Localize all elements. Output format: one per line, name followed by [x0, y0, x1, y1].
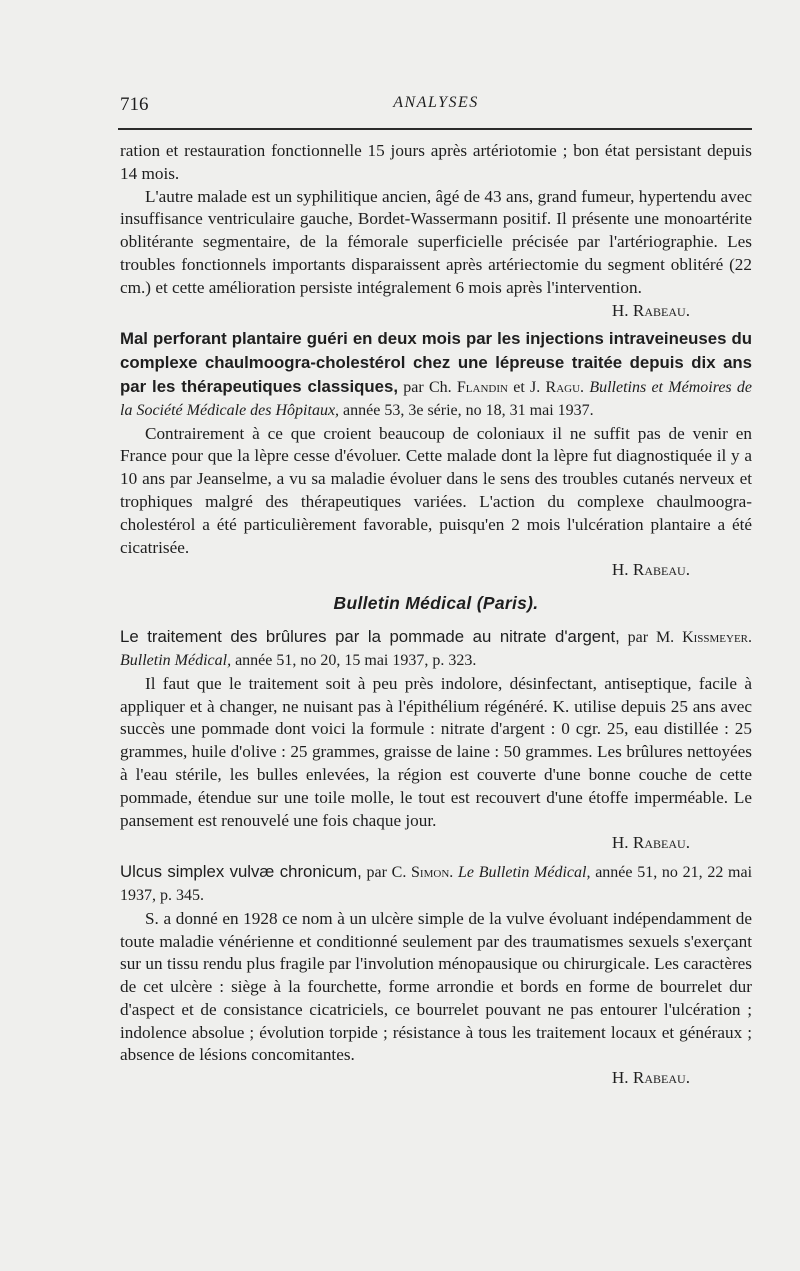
- article-heading: [120, 328, 752, 422]
- article-heading: [120, 861, 752, 908]
- page-number: 716: [120, 94, 149, 115]
- journal-name: Bulletins et Mémoires de la Société Médicale des Hôpitaux,: [120, 378, 753, 419]
- article-by: par Ch.: [403, 378, 457, 396]
- section-title: Bulletin Médical (Paris).: [333, 593, 539, 614]
- signature: H. Rabeau.: [611, 833, 690, 853]
- paragraph: [120, 423, 752, 583]
- article-title: Mal perforant plantaire guéri en deux mois par les injections intraveineuses du complexe chaulmoogra-cholestérol chez une lépreuse traitée depuis dix ans par les thérapeutiques classiques,: [120, 329, 752, 396]
- paragraph: [120, 673, 752, 855]
- article-sep: .: [748, 629, 753, 647]
- article-reference: année 53, 3e série, no 18, 31 mai 1937.: [339, 401, 594, 419]
- signature: H. Rabeau.: [611, 560, 690, 580]
- article-title: Le traitement des brûlures par la pommade au nitrate d'argent,: [120, 627, 620, 647]
- paragraph-text: Il faut que le traitement soit à peu près indolore, désinfectant, antiseptique, facile à appliquer et à changer, ne nuisant pas à l'épithélium régénéré. K. utilise depuis 25 ans avec succès une pommade dont voici la formule : nitrate d'argent : 0 cgr. 25, eau distillée : 25 grammes, huile d'olive : 25 grammes, graisse de laine : 50 grammes. Les brûlures nettoyées à l'eau stérile, les bulles enlevées, la région est couverte d'une bonne couche de cette pommade, étendue sur une toile molle, le tout est recouvert d'une étoffe imperméable. Le pansement est renouvelé une fois chaque jour.: [120, 673, 752, 830]
- article-author: Simon: [411, 864, 450, 882]
- article-title: Ulcus simplex vulvæ chronicum,: [120, 862, 362, 882]
- paragraph-text: L'autre malade est un syphilitique ancien, âgé de 43 ans, grand fumeur, hypertendu avec insuffisance ventriculaire gauche, Bordet-Wassermann positif. Il présente une monoartérite oblitérante segmentaire, de la fémorale superficielle précisée par l'artériographie. Les troubles fonctionnels importants disparaissent après artériectomie du segment oblitéré (22 cm.) et cette amélioration persiste intégralement 6 mois après l'intervention.: [120, 186, 752, 297]
- header-rule: [118, 128, 752, 130]
- paragraph: [120, 186, 752, 323]
- article-author: Ragu: [545, 378, 581, 396]
- running-title: ANALYSES: [393, 94, 479, 111]
- paragraph-continuation: ration et restauration fonctionnelle 15 jours après artériotomie ; bon état persistant depuis 14 mois.: [120, 141, 752, 183]
- article-by: par M.: [619, 629, 683, 647]
- article-sep: .: [449, 864, 458, 882]
- article-by: par C.: [361, 864, 412, 882]
- article-reference: année 51, no 20, 15 mai 1937, p. 323.: [231, 651, 477, 669]
- article-and: et J.: [507, 378, 546, 396]
- paragraph: [120, 908, 752, 1090]
- paragraph-text: Contrairement à ce que croient beaucoup de coloniaux il ne suffit pas de venir en France pour que la lèpre cesse d'évoluer. Cette malade dont la lèpre fut diagnostiquée il y a 10 ans par Jeanselme, a vu sa maladie évoluer dans le sens des troubles cutanés nerveux et trophiques malgré des thérapeutiques variées. L'action du complexe chaulmoogra-cholestérol a été particulièrement favorable, puisqu'en 2 mois l'ulcération plantaire a été cicatrisée.: [120, 423, 752, 557]
- article-reference: année 51, no 21, 22 mai 1937, p. 345.: [120, 864, 753, 904]
- article-heading: [120, 626, 752, 673]
- paragraph-text: S. a donné en 1928 ce nom à un ulcère simple de la vulve évoluant indépendamment de toute maladie vénérienne et conditionné seulement par des traumatismes sexuels s'exerçant sur un tissu rendu plus fragile par l'involution ménopausique ou chirurgicale. Les caractères de cet ulcère : siège à la fourchette, forme arrondie et bords en forme de bourrelet dur d'aspect et de consistance cicatriciels, ce bourrelet pouvant ne pas entourer l'ulcération ; indolence absolue ; évolution torpide ; résistance à tous les traitement locaux et généraux ; absence de lésions concomitantes.: [120, 908, 752, 1065]
- page-header: [120, 94, 752, 122]
- signature: H. Rabeau.: [611, 1068, 690, 1088]
- page-content: [120, 140, 752, 1090]
- journal-name: Le Bulletin Médical,: [457, 864, 591, 882]
- article-author: Flandin: [456, 378, 508, 396]
- journal-name: Bulletin Médical,: [120, 651, 232, 669]
- article-author: Kissmeyer: [682, 629, 749, 647]
- article-sep: .: [580, 378, 590, 396]
- signature: H. Rabeau.: [611, 300, 690, 320]
